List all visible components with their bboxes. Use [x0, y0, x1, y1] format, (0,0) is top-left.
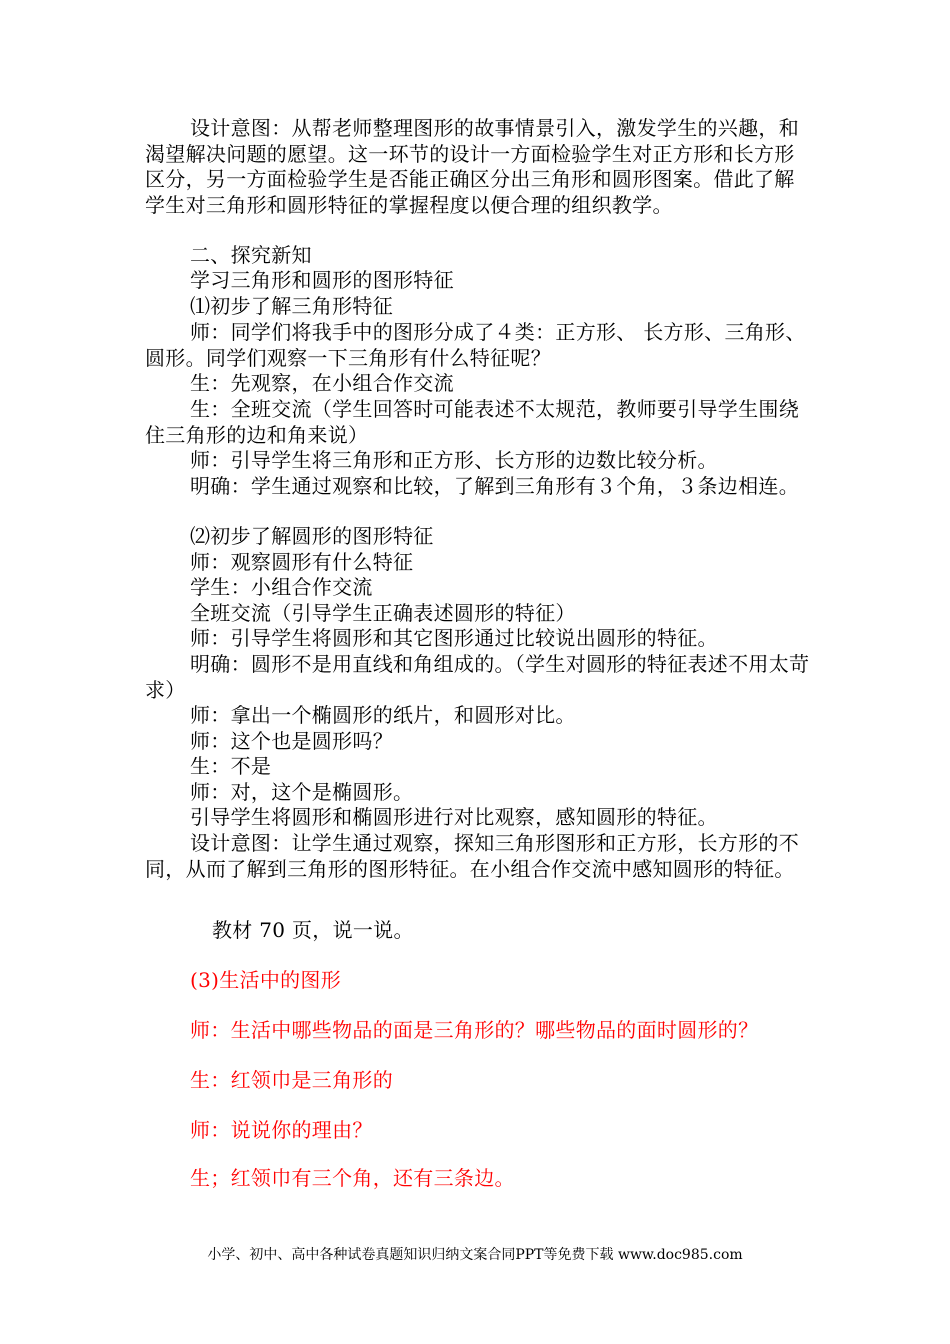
- section-heading: 二、探究新知: [190, 243, 312, 267]
- teacher-line-3: 师：观察圆形有什么特征: [190, 550, 414, 574]
- student-line-4: 生：不是: [190, 754, 272, 778]
- student-line-1: 生：先观察，在小组合作交流: [190, 371, 454, 395]
- item-2-heading: ⑵初步了解圆形的图形特征: [190, 524, 434, 548]
- teacher-line-5: 师：拿出一个椭圆形的纸片，和圆形对比。: [190, 703, 576, 727]
- teacher-line-6: 师：这个也是圆形吗？: [190, 729, 393, 753]
- teacher-line-7: 师：对，这个是椭圆形。: [190, 780, 414, 804]
- page-footer: 小学、初中、高中各种试卷真题知识归纳文案合同PPT等免费下载 www.doc985.com: [207, 1247, 743, 1263]
- textbook-reference: 教材 70 页，说一说。: [212, 918, 414, 942]
- subheading: 学习三角形和圆形的图形特征: [190, 268, 454, 292]
- teacher-line-1: 师：同学们将我手中的图形分成了４类：正方形、 长方形、三角形、圆形。同学们观察一下三角形有什么特征呢？: [145, 320, 806, 370]
- student-line-3: 学生：小组合作交流: [190, 575, 373, 599]
- item-3-heading: (3)生活中的图形: [190, 968, 342, 992]
- item-1-heading: ⑴初步了解三角形特征: [190, 294, 393, 318]
- student-line-5: 生：红领巾是三角形的: [190, 1068, 393, 1092]
- student-line-6: 生；红领巾有三个角，还有三条边。: [190, 1166, 515, 1190]
- teacher-line-4: 师：引导学生将圆形和其它图形通过比较说出圆形的特征。: [190, 626, 718, 650]
- teacher-line-8: 师：生活中哪些物品的面是三角形的？哪些物品的面时圆形的？: [190, 1018, 759, 1042]
- class-discussion-line: 全班交流（引导学生正确表述圆形的特征）: [190, 601, 576, 625]
- clarify-line-2: 明确：圆形不是用直线和角组成的。（学生对圆形的特征表述不用太苛求）: [145, 652, 810, 702]
- teacher-line-9: 师：说说你的理由？: [190, 1118, 373, 1142]
- design-intent-paragraph-1: 设计意图：从帮老师整理图形的故事情景引入，激发学生的兴趣，和渴望解决问题的愿望。这一环节的设计一方面检验学生对正方形和长方形区分，另一方面检验学生是否能正确区分出三角形和圆形图案。借此了解学生对三角形和圆形特征的掌握程度以便合理的组织教学。: [145, 116, 799, 217]
- clarify-line-1: 明确：学生通过观察和比较，了解到三角形有３个角，３条边相连。: [190, 474, 799, 498]
- design-intent-paragraph-2: 设计意图：让学生通过观察，探知三角形图形和正方形，长方形的不同，从而了解到三角形的图形特征。在小组合作交流中感知圆形的特征。: [145, 831, 799, 881]
- teacher-line-2: 师：引导学生将三角形和正方形、长方形的边数比较分析。: [190, 448, 718, 472]
- guide-line: 引导学生将圆形和椭圆形进行对比观察，感知圆形的特征。: [190, 805, 718, 829]
- student-line-2: 生：全班交流（学生回答时可能表述不太规范，教师要引导学生围绕住三角形的边和角来说）: [145, 397, 799, 447]
